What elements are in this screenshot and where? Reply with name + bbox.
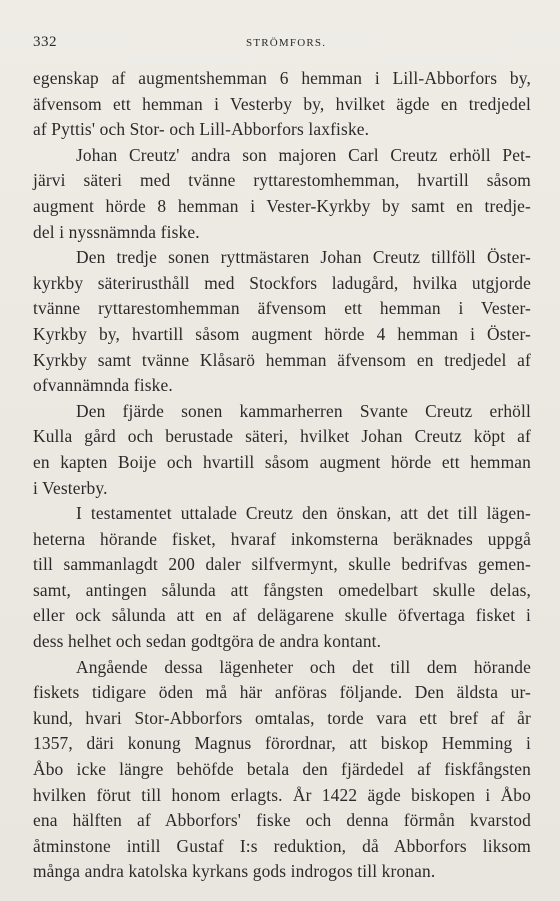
text-line: Åbo icke längre behöfde betala den fjärdedel af fiskfångsten [33, 759, 531, 780]
text-line: hvilken förut till honom erlagts. År 1422 ägde biskopen i Åbo [33, 784, 531, 805]
text-line: ena hälften af Abborfors' fiske och denna förmån kvarstod [33, 810, 531, 831]
text-line: många andra katolska kyrkans gods indrogos till kronan. [33, 861, 436, 882]
text-line: järvi säteri med tvänne ryttarestomhemman, hvartill såsom [33, 170, 531, 191]
text-line: augment hörde 8 hemman i Vester-Kyrkby by samt en tredje- [33, 195, 531, 216]
text-line: fiskets tidigare öden må här anföras följande. Den äldsta ur- [33, 682, 531, 703]
running-head: STRÖMFORS. [246, 37, 327, 49]
text-line: eller ock sålunda att en af delägarene skulle öfvertaga fisket i [33, 605, 531, 626]
text-line: Den tredje sonen ryttmästaren Johan Creutz tillföll Öster- [76, 247, 531, 268]
page-number: 332 [33, 34, 57, 50]
text-line: åtminstone intill Gustaf I:s reduktion, då Abborfors liksom [33, 835, 531, 856]
text-line: heterna hörande fisket, hvaraf inkomsterna beräknades uppgå [33, 528, 531, 549]
text-line: kund, hvari Stor-Abborfors omtalas, torde vara ett bref af år [33, 707, 531, 728]
text-line: af Pyttis' och Stor- och Lill-Abborfors laxfiske. [33, 119, 370, 140]
body-text [33, 66, 531, 885]
page-header [33, 34, 533, 54]
text-line: i Vesterby. [33, 477, 108, 498]
text-line: Kyrkby by, hvartill såsom augment hörde 4 hemman i Öster- [33, 323, 531, 344]
text-line: till sammanlagdt 200 daler silfvermynt, skulle bedrifvas gemen- [33, 554, 531, 575]
text-line: Angående dessa lägenheter och det till dem hörande [76, 656, 531, 677]
text-line: Den fjärde sonen kammarherren Svante Creutz erhöll [76, 400, 531, 421]
text-line: Kyrkby samt tvänne Klåsarö hemman äfvensom en tredjedel af [33, 349, 531, 370]
text-line: kyrkby säterirusthåll med Stockfors ladugård, hvilka utgjorde [33, 272, 531, 293]
text-line: ofvannämnda fiske. [33, 375, 173, 396]
text-line: Johan Creutz' andra son majoren Carl Creutz erhöll Pet- [76, 144, 531, 165]
text-line: tvänne ryttarestomhemman äfvensom ett hemman i Vester- [33, 298, 531, 319]
text-line: Kulla gård och berustade säteri, hvilket Johan Creutz köpt af [33, 426, 531, 447]
text-line: dess helhet och sedan godtgöra de andra kontant. [33, 631, 382, 652]
text-line: en kapten Boije och hvartill såsom augment hörde ett hemman [33, 451, 531, 472]
text-line: samt, antingen sålunda att fångsten omedelbart skulle delas, [33, 579, 531, 600]
text-line: äfvensom ett hemman i Vesterby by, hvilket ägde en tredjedel [33, 93, 531, 114]
text-line: egenskap af augmentshemman 6 hemman i Lill-Abborfors by, [33, 68, 531, 88]
text-line: I testamentet uttalade Creutz den önskan, att det till lägen- [76, 503, 531, 524]
text-line: 1357, däri konung Magnus förordnar, att biskop Hemming i [33, 733, 531, 754]
text-line: del i nyssnämnda fiske. [33, 221, 200, 242]
